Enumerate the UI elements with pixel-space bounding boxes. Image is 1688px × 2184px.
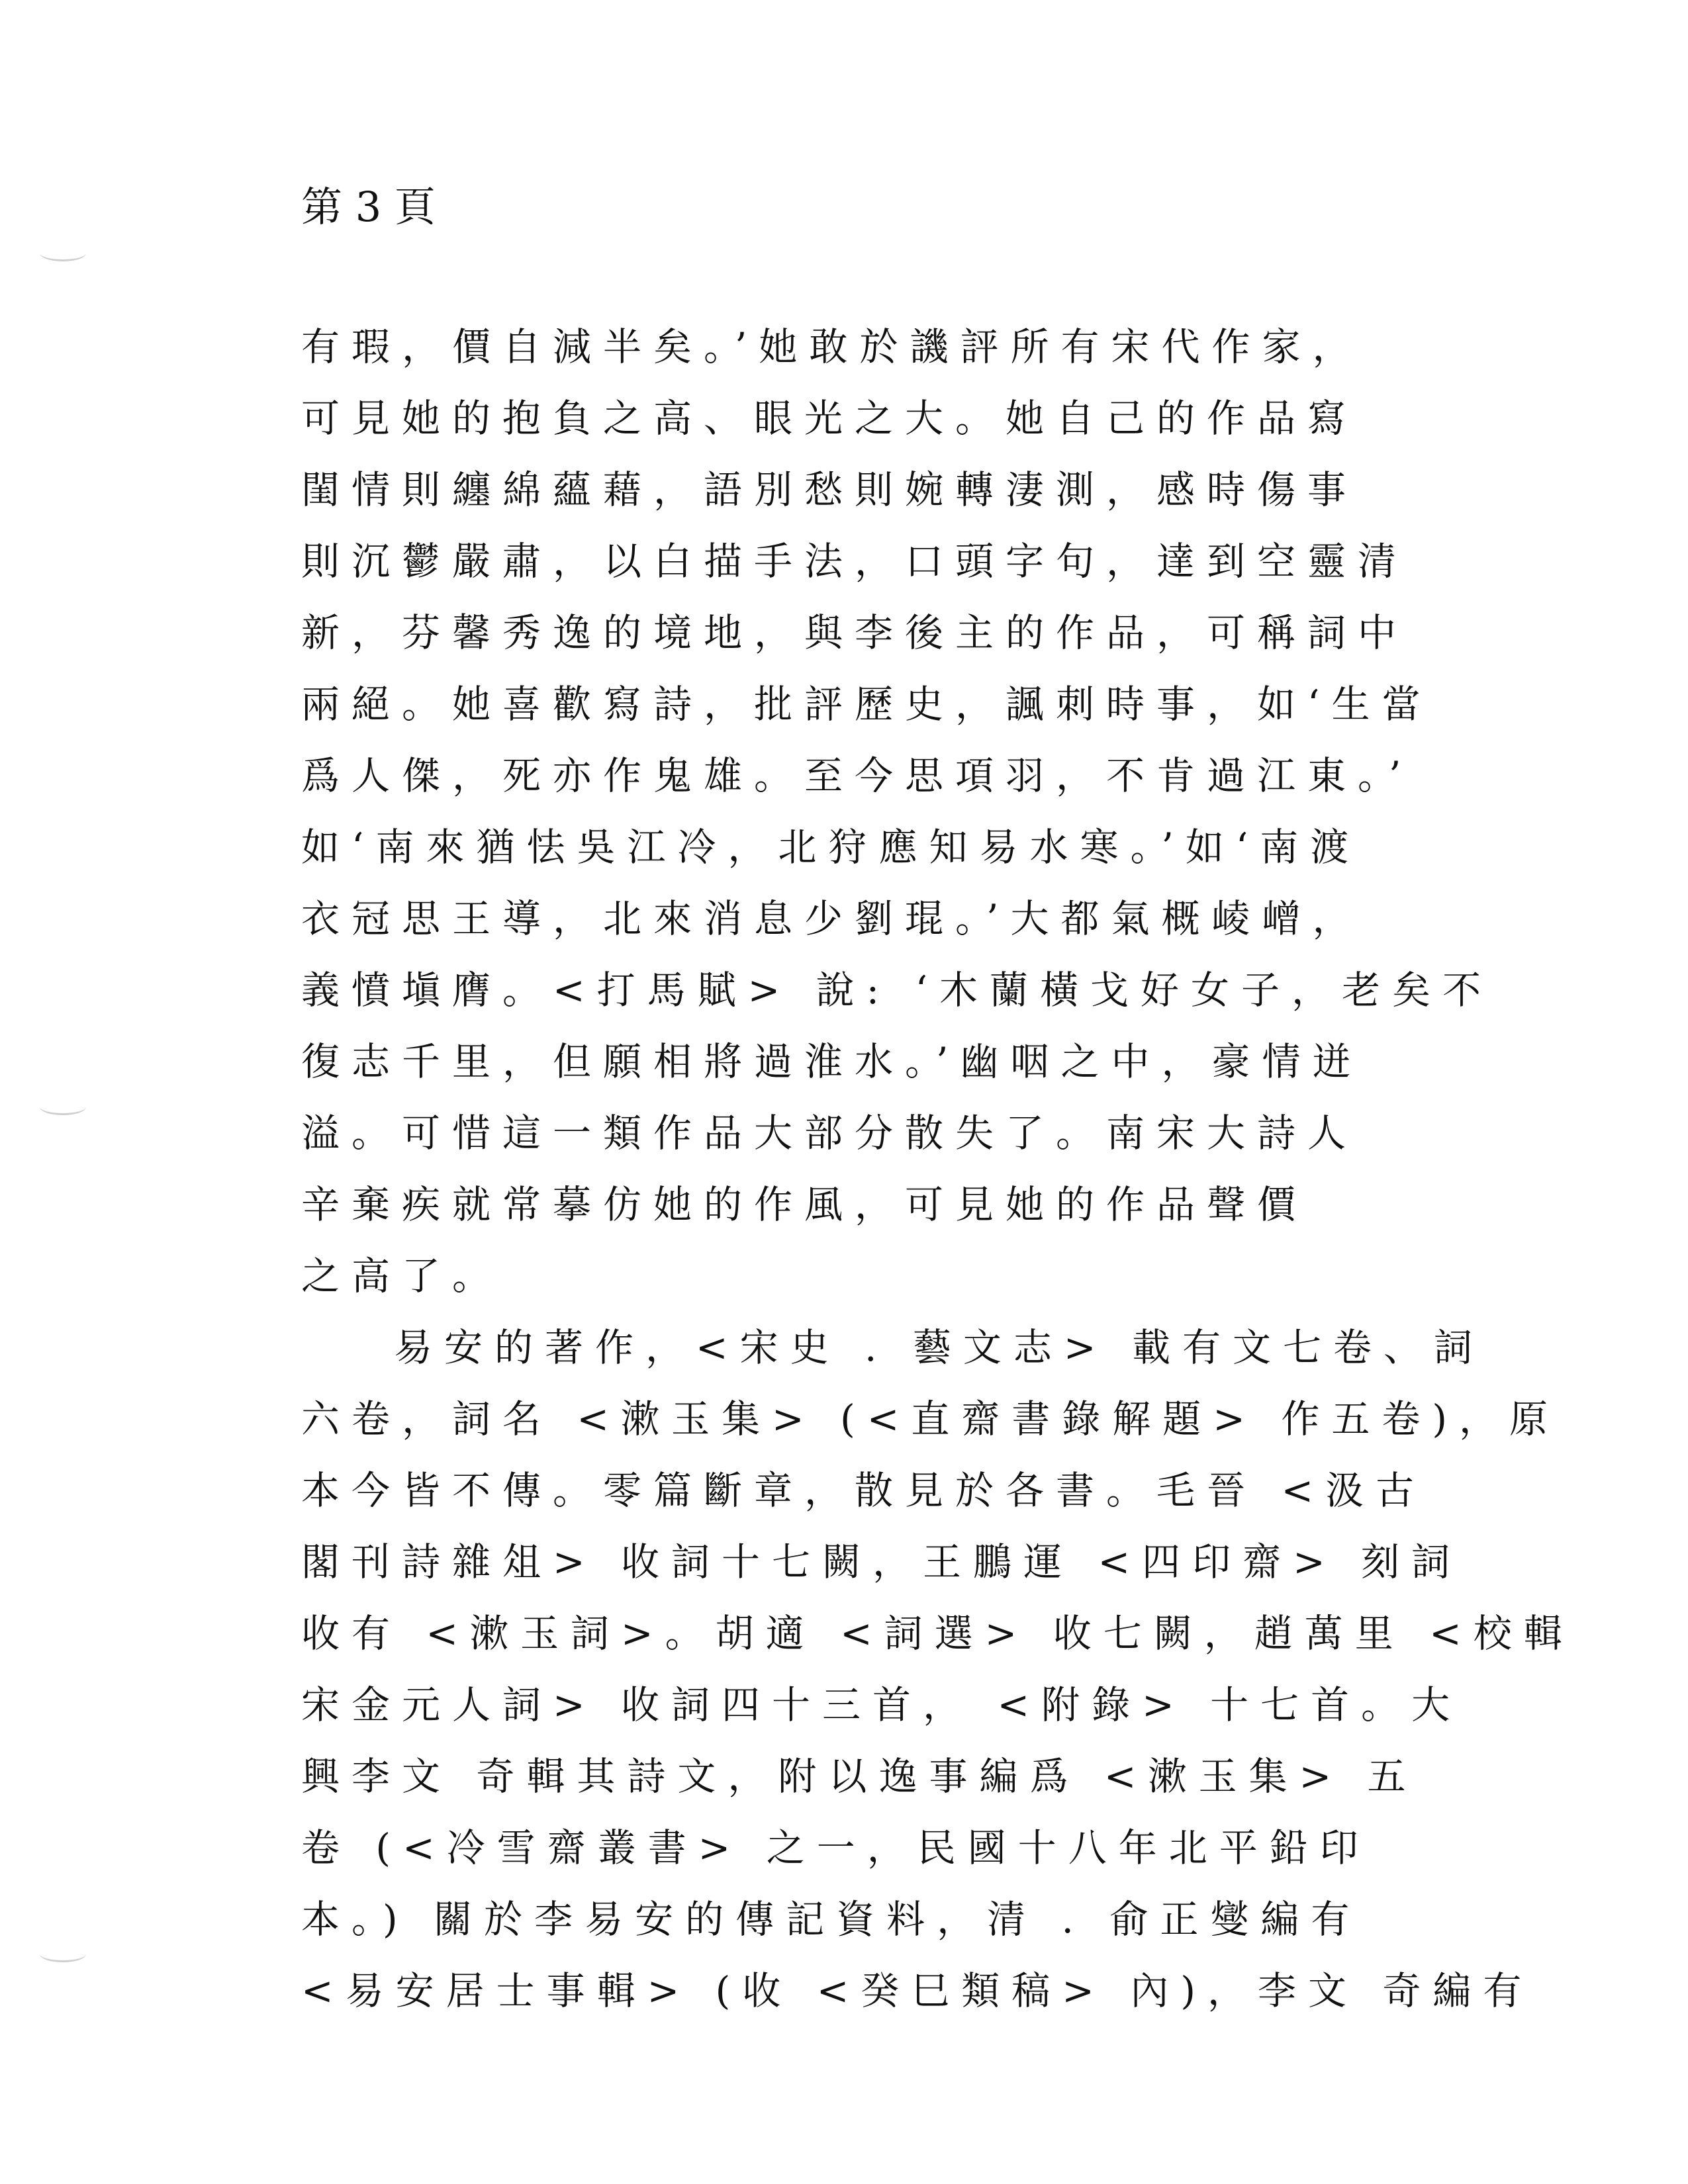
punch-hole-mark [40, 245, 86, 261]
text-line: 衣冠思王導，北來消息少劉琨。’大都氣概崚嶒， [301, 896, 1363, 941]
text-line: 則沉鬱嚴肅，以白描手法，口頭字句，達到空靈清 [301, 539, 1409, 584]
punch-hole-mark [40, 1946, 86, 1962]
text-line: 有瑕，價自減半矣。’她敢於譏評所有宋代作家， [301, 324, 1363, 369]
text-line: 閣刊詩雜俎> 收詞十七闕，王鵬運 <四印齋> 刻詞 [301, 1539, 1462, 1584]
body-text [301, 311, 1574, 2026]
text-line: 溢。可惜這一類作品大部分散失了。南宋大詩人 [301, 1111, 1358, 1156]
text-line: 易安的著作，<宋史 . 藝文志> 載有文七卷、詞 [394, 1325, 1484, 1370]
text-line: 新，芬馨秀逸的境地，與李後主的作品，可稱詞中 [301, 610, 1409, 655]
text-line: 辛棄疾就常摹仿她的作風，可見她的作品聲價 [301, 1182, 1308, 1227]
text-line: 之高了。 [301, 1253, 503, 1298]
page-number: 第 3 頁 [301, 183, 436, 231]
punch-hole-mark [40, 1099, 86, 1115]
text-line: 本。) 關於李易安的傳記資料，清 . 俞正燮編有 [301, 1897, 1362, 1942]
text-line: 義憤塡膺。<打馬賦> 說: ‘木蘭橫戈好女子，老矣不 [301, 968, 1493, 1013]
text-line: 兩絕。她喜歡寫詩，批評歷史，諷刺時事，如‘生當 [301, 682, 1432, 727]
text-line: 可見她的抱負之高、眼光之大。她自己的作品寫 [301, 396, 1358, 441]
text-line: 復志千里，但願相將過淮水。’幽咽之中，豪情迸 [301, 1039, 1363, 1084]
text-line: 閨情則纏綿蘊藉，語別愁則婉轉淒測，感時傷事 [301, 467, 1358, 512]
text-line: 爲人傑，死亦作鬼雄。至今思項羽，不肯過江東。’ [301, 753, 1413, 798]
text-line: 六卷，詞名 <漱玉集> (<直齋書錄解題> 作五卷)，原 [301, 1396, 1560, 1441]
text-line: 收有 <漱玉詞>。胡適 <詞選> 收七闕，趙萬里 <校輯 [301, 1611, 1574, 1656]
text-line: 本今皆不傳。零篇斷章，散見於各書。毛晉 <汲古 [301, 1468, 1427, 1513]
text-line: 卷 (<冷雪齋叢書> 之一，民國十八年北平鉛印 [301, 1825, 1370, 1870]
text-line: 宋金元人詞> 收詞四十三首， <附錄> 十七首。大 [301, 1682, 1462, 1727]
text-line: 如‘南來猶怯吳江冷，北狩應知易水寒。’如‘南渡 [301, 825, 1361, 870]
text-line: 興李文 奇輯其詩文，附以逸事編爲 <漱玉集> 五 [301, 1754, 1418, 1799]
text-line: <易安居士事輯> (收 <癸巳類稿> 內)，李文 奇編有 [301, 1968, 1534, 2013]
